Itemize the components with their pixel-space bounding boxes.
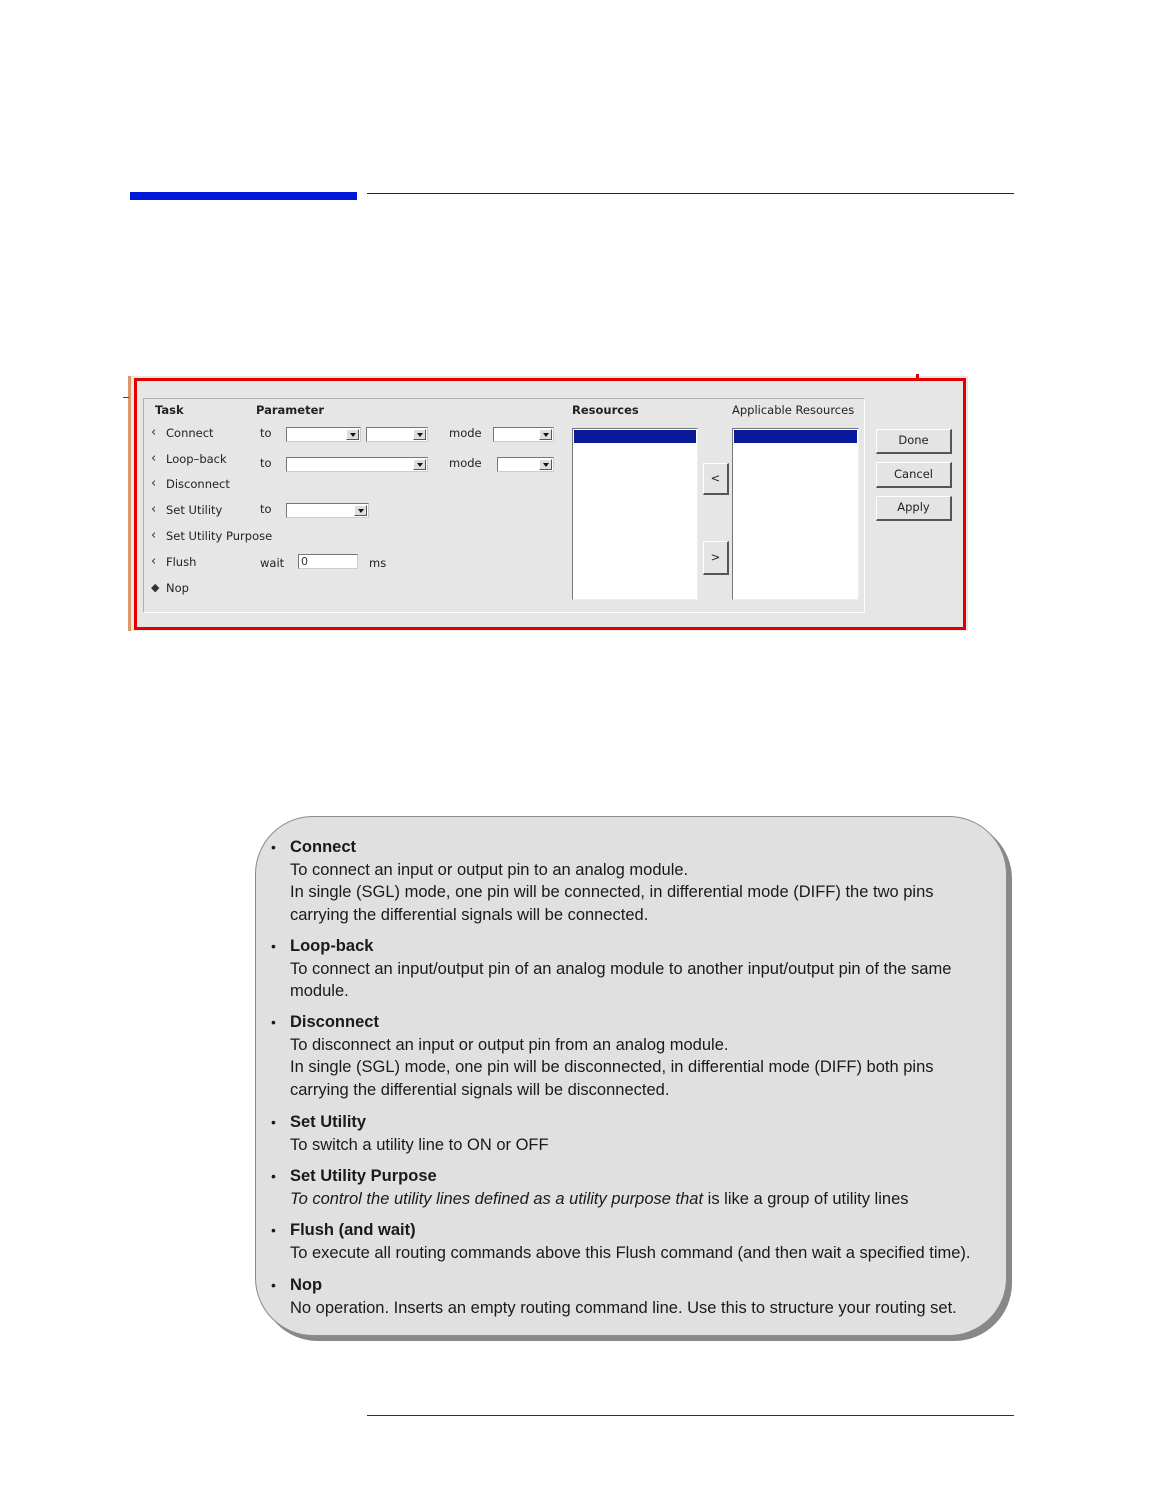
item-line: In single (SGL) mode, one pin will be connected, in differential mode (DIFF) the two pins xyxy=(290,883,934,901)
desc-item-loop-back xyxy=(271,935,990,1003)
move-left-button[interactable]: < xyxy=(703,463,729,495)
item-line: carrying the differential signals will be connected. xyxy=(290,905,649,924)
loopback-to-select[interactable] xyxy=(286,457,428,472)
task-label: Disconnect xyxy=(166,477,230,491)
applicable-resources-list[interactable] xyxy=(732,428,859,600)
item-title: Set Utility Purpose xyxy=(290,1167,437,1185)
task-label: Nop xyxy=(166,581,189,595)
radio-icon: ‹ xyxy=(151,451,157,466)
mode-label: mode xyxy=(449,456,482,470)
ms-label: ms xyxy=(369,556,387,570)
desc-item-disconnect xyxy=(271,1011,990,1101)
to-label: to xyxy=(260,456,272,470)
cancel-button[interactable]: Cancel xyxy=(876,462,952,488)
mode-label: mode xyxy=(449,426,482,440)
task-label: Flush xyxy=(166,555,197,569)
utility-state-select[interactable] xyxy=(286,503,369,518)
bullet-icon: • xyxy=(271,1014,276,1030)
bullet-icon: • xyxy=(271,938,276,954)
task-label: Set Utility Purpose xyxy=(166,529,273,543)
resources-list[interactable] xyxy=(572,428,698,600)
done-button[interactable]: Done xyxy=(876,429,952,454)
selected-row[interactable] xyxy=(574,430,696,443)
item-line: To switch a utility line to ON or OFF xyxy=(290,1135,549,1154)
radio-icon: ‹ xyxy=(151,476,157,491)
wait-label: wait xyxy=(260,556,285,570)
desc-item-nop xyxy=(271,1274,990,1319)
item-line: To disconnect an input or output pin from an analog module. xyxy=(290,1035,729,1054)
bullet-icon: • xyxy=(271,1114,276,1130)
radio-icon: ‹ xyxy=(151,502,157,517)
chevron-down-icon xyxy=(346,429,359,440)
item-line: carrying the differential signals will be disconnected. xyxy=(290,1080,670,1099)
desc-item-set-utility-purpose xyxy=(271,1165,990,1210)
item-title: Disconnect xyxy=(290,1013,379,1031)
task-header: Task xyxy=(155,403,184,417)
chevron-down-icon xyxy=(354,505,367,516)
header-rule-thick xyxy=(130,192,357,200)
connect-mode-select[interactable] xyxy=(493,427,554,442)
item-line: No operation. Inserts an empty routing command line. Use this to structure your routing set. xyxy=(290,1298,957,1317)
selected-row[interactable] xyxy=(734,430,857,443)
radio-selected-icon: ◆ xyxy=(151,581,160,594)
highlight-marker xyxy=(916,374,919,380)
item-title: Loop-back xyxy=(290,937,374,955)
connect-to-select[interactable] xyxy=(366,427,428,442)
applicable-resources-header: Applicable Resources xyxy=(732,403,855,417)
item-line: To execute all routing commands above this Flush command (and then wait a specified time). xyxy=(290,1243,971,1262)
item-line: module. xyxy=(290,982,349,1000)
chevron-down-icon xyxy=(413,429,426,440)
item-line-rest: is like a group of utility lines xyxy=(703,1189,909,1208)
item-line: To connect an input or output pin to an analog module. xyxy=(290,860,689,879)
task-label: Loop–back xyxy=(166,452,227,466)
chevron-down-icon xyxy=(539,459,552,470)
to-label: to xyxy=(260,502,272,516)
resources-header: Resources xyxy=(572,403,639,417)
chevron-down-icon xyxy=(539,429,552,440)
item-title: Connect xyxy=(290,838,356,856)
chevron-down-icon xyxy=(413,459,426,470)
bullet-icon: • xyxy=(271,1222,276,1238)
connect-from-select[interactable] xyxy=(286,427,361,442)
highlight-marker-left xyxy=(123,397,129,398)
radio-icon: ‹ xyxy=(151,554,157,569)
bullet-icon: • xyxy=(271,839,276,855)
radio-icon: ‹ xyxy=(151,425,157,440)
task-label: Connect xyxy=(166,426,214,440)
item-title: Flush (and wait) xyxy=(290,1221,416,1239)
move-right-button[interactable]: > xyxy=(703,541,729,575)
apply-button[interactable]: Apply xyxy=(876,496,952,521)
item-title: Set Utility xyxy=(290,1113,367,1131)
item-line xyxy=(290,1188,990,1211)
item-line-italic: To control the utility lines defined as a utility purpose that xyxy=(290,1189,704,1208)
footer-rule xyxy=(367,1415,1014,1416)
item-line: In single (SGL) mode, one pin will be disconnected, in differential mode (DIFF) both pins xyxy=(290,1058,934,1076)
desc-item-set-utility xyxy=(271,1111,990,1156)
radio-icon: ‹ xyxy=(151,528,157,543)
header-rule-thin xyxy=(367,193,1014,194)
parameter-header: Parameter xyxy=(256,403,325,417)
item-title: Nop xyxy=(290,1276,323,1294)
loopback-mode-select[interactable] xyxy=(497,457,554,472)
to-label: to xyxy=(260,426,272,440)
desc-item-connect xyxy=(271,836,990,926)
item-line: To connect an input/output pin of an analog module to another input/output pin of the same xyxy=(290,959,952,978)
task-label: Set Utility xyxy=(166,503,223,517)
wait-input[interactable]: 0 xyxy=(298,554,358,569)
bullet-icon: • xyxy=(271,1168,276,1184)
desc-item-flush xyxy=(271,1219,990,1264)
bullet-icon: • xyxy=(271,1277,276,1293)
